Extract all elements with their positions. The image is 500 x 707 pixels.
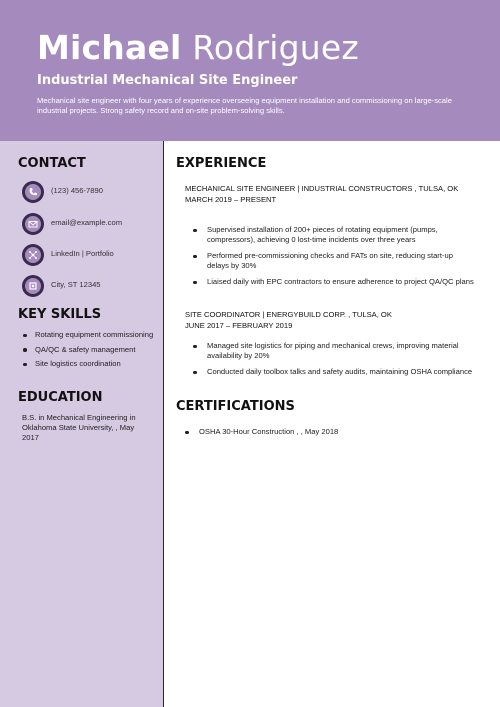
job-heading [185,184,475,205]
candidate-name [37,28,359,67]
job-title: Industrial Mechanical Site Engineer [37,73,298,88]
contact-email [22,213,162,235]
certifications-list [185,427,467,443]
certifications-heading: CERTIFICATIONS [176,399,295,414]
list-item: Supervised installation of 200+ pieces of rotating equipment (pumps, compressors), achieving 0 lost-time incidents over three years [193,225,475,245]
resume-header [0,0,500,141]
education-text: B.S. in Mechanical Engineering in Oklahoma State University, , May 2017 [22,413,136,442]
list-item: Rotating equipment commissioning [22,330,157,341]
job-title-line: SITE COORDINATOR | ENERGYBUILD CORP. , TULSA, OK [185,310,392,319]
list-item: Conducted daily toolbox talks and safety audits, maintaining OSHA compliance [193,367,475,377]
email-text: email@example.com [51,218,123,227]
skills-heading: KEY SKILLS [18,307,102,322]
job-bullets [193,225,475,293]
location-text: City, ST 12345 [51,280,101,289]
contact-location [22,275,162,297]
job-title-line: MECHANICAL SITE ENGINEER | INDUSTRIAL CONSTRUCTORS , TULSA, OK [185,184,459,193]
list-item: QA/QC & safety management [22,345,157,356]
job-dates: JUNE 2017 – FEBRUARY 2019 [185,320,293,330]
contact-heading: CONTACT [18,156,86,171]
list-item: Liaised daily with EPC contractors to ensure adherence to project QA/QC plans [193,277,475,287]
skills-list [22,330,157,374]
phone-icon [22,181,44,203]
main-content [165,141,500,707]
email-icon [22,213,44,235]
phone-text: (123) 456-7890 [51,186,103,195]
sidebar [0,141,164,707]
list-item: Performed pre-commissioning checks and FATs on site, reducing start-up delays by 30% [193,251,475,271]
profile-summary: Mechanical site engineer with four years of experience overseeing equipment installation and commissioning on large-scale industrial projects. Strong safety record and on-site problem-solving skills. [37,96,452,115]
contact-links [22,244,162,266]
location-icon [22,275,44,297]
list-item: Site logistics coordination [22,359,157,370]
list-item: OSHA 30-Hour Construction , , May 2018 [185,427,467,437]
contact-phone [22,181,162,203]
job-dates: MARCH 2019 – PRESENT [185,194,277,204]
network-icon [22,244,44,266]
job-bullets [193,341,475,383]
education-heading: EDUCATION [18,390,103,405]
list-item: Managed site logistics for piping and mechanical crews, improving material availability by 20% [193,341,475,361]
last-name: Rodriguez [192,28,359,67]
first-name: Michael [37,28,182,67]
links-text: LinkedIn | Portfolio [51,249,114,258]
job-heading [185,310,475,331]
experience-heading: EXPERIENCE [176,156,267,171]
